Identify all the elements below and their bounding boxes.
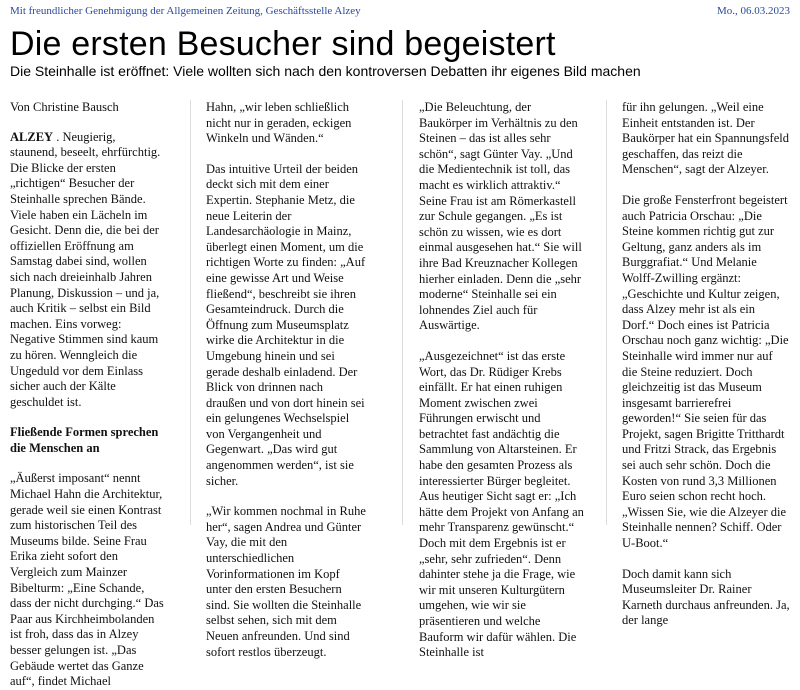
column-1 [10,100,165,689]
paragraph-text: . Neugierig, staunend, beseelt, ehrfürchtig. Die Blicke der ersten „richtigen“ Besucher der Steinhalle sprechen Bände. Viele haben ein Lächeln im Gesicht. Denn die, die bei der offiziellen Eröffnung am Samstag dabei sind, wollen sich nach dreieinhalb Jahren Planung, Diskussion – und ja, auch Kritik – selbst ein Bild machen. Eins vorweg: Negative Stimmen sind kaum zu hören. Wenngleich die Ungeduld vor dem Einlass sicher auch der Kälte geschuldet ist. [10,129,161,409]
column-3 [419,100,585,660]
paragraph: „Ausgezeichnet“ ist das erste Wort, das Dr. Rüdiger Krebs einfällt. Er hat einen ruhigen Moment zwischen zwei Führungen erwischt und betrachtet fast andächtig die Sammlung von Altarsteinen. Er habe den gesamten Prozess als interessierter Bürger begleitet. Aus heutiger Sicht sagt er: „Ich hätte dem Projekt von Anfang an mehr Transparenz gewünscht.“ Doch mit dem Ergebnis ist er „sehr, sehr zufrieden“. Denn dahinter stehe ja die Frage, wie wir mit unseren Kulturgütern umgehen, wie wir sie präsentieren und welche Bauform wir dafür wählen. Die Steinhalle ist [419,348,584,660]
source-credit: Mit freundlicher Genehmigung der Allgemeinen Zeitung, Geschäftsstelle Alzey [10,5,361,17]
article-subtitle: Die Steinhalle ist eröffnet: Viele wollten sich nach den kontroversen Debatten ihr eigenes Bild machen [10,63,641,79]
paragraph: Hahn, „wir leben schließlich nicht nur in geraden, eckigen Winkeln und Wänden.“ [206,100,352,146]
dateline: ALZEY [10,129,54,144]
paragraph [10,130,165,411]
column-2 [206,100,366,659]
subheading: Fließende Formen sprechen die Menschen an [10,425,159,455]
byline: Von Christine Bausch [10,100,119,114]
publication-date: Mo., 06.03.2023 [716,5,790,17]
article-body [10,100,790,689]
column-4 [622,100,790,628]
article-headline: Die ersten Besucher sind begeistert [10,25,556,63]
header-bar [10,0,790,22]
paragraph: Die große Fensterfront begeistert auch Patricia Orschau: „Die Steine kommen richtig gut zur Geltung, ganz anders als im Burggrafiat.“ Und Melanie Wolff-Zwilling ergänzt: „Geschichte und Kultur zeigen, dass Alzey mehr ist als ein Dorf.“ Doch eines ist Patricia Orschau noch ganz wichtig: „Die Steinhalle wird immer nur auf die Steine reduziert. Doch gleichzeitig ist das Museum insgesamt barrierefrei geworden!“ Sie seien für das Projekt, sagen Brigitte Tritthardt und Fritzi Strack, das Ergebnis sei auch sehr schön. Doch die Kosten von rund 3,3 Millionen Euro seien schon recht hoch. „Wissen Sie, wie die Alzeyer die Steinhalle nennen? Schiff. Oder U-Boot.“ [622,192,789,551]
paragraph: „Die Beleuchtung, der Baukörper im Verhältnis zu den Steinen – das ist alles sehr schön“, sagt Günter Vay. „Und die Medientechnik ist toll, das macht es wirklich attraktiv.“ Seine Frau ist am Römerkastell zur Schule gegangen. „Es ist schön zu wissen, wie es dort einmal ausgesehen hat.“ Sie will ihre Bad Kreuznacher Kollegen hierher einladen. Denn die „sehr moderne“ Steinhalle sei ein lohnendes Ziel auch für Auswärtige. [419,100,582,333]
paragraph: für ihn gelungen. „Weil eine Einheit entstanden ist. Der Baukörper hat ein Spannungsfeld geschaffen, das reizt die Menschen“, sagt der Alzeyer. [622,100,789,177]
paragraph: „Wir kommen nochmal in Ruhe her“, sagen Andrea und Günter Vay, die mit den unterschiedlichen Vorinformationen im Kopf unter den ersten Besuchern sind. Sie wollten die Steinhalle selbst sehen, sich mit dem Neuen anfreunden. Und sind sofort restlos überzeugt. [206,504,366,659]
paragraph: Das intuitive Urteil der beiden deckt sich mit dem einer Expertin. Stephanie Metz, die neue Leiterin der Landesarchäologie in Mainz, überlegt einen Moment, um die richtigen Worte zu finden: „Auf eine gewisse Art und Weise fließend“, beschreibt sie ihren Gesamteindruck. Durch die Öffnung zum Museumsplatz wirke die Architektur in die Umgebung hinein und sei gerade deshalb einladend. Der Blick von drinnen nach draußen und von dort hinein sei ein gelungenes Wechselspiel von Vergangenheit und Gegenwart. „Das wird gut angenommen werden“, ist sie sicher. [206,161,366,488]
paragraph: „Äußerst imposant“ nennt Michael Hahn die Architektur, gerade weil sie einen Kontrast zum historischen Teil des Museums bilde. Seine Frau Erika zieht sofort den Vergleich zum Mainzer Bibelturm: „Eine Schande, dass der nicht durchging.“ Das Paar aus Kirchheimbolanden ist froh, dass das in Alzey besser gelungen ist. „Das Gebäude wertet das Ganze auf“, findet Michael [10,471,164,689]
paragraph: Doch damit kann sich Museumsleiter Dr. Rainer Karneth durchaus anfreunden. Ja, der lange [622,566,790,628]
